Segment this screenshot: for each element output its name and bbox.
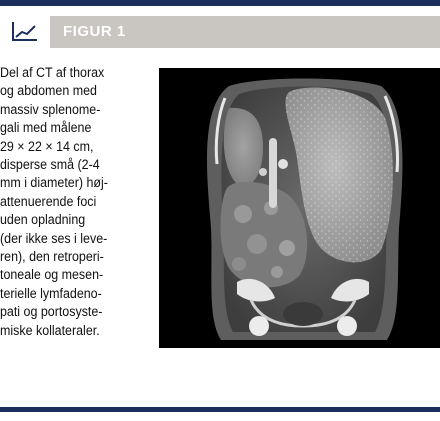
figure-label: FIGUR 1 [63,23,126,40]
figure-caption [0,64,140,340]
caption-line: pati og portosyste- [0,304,103,320]
ct-scan-drawing [159,68,440,348]
figure-icon-box [0,16,50,48]
caption-line: 29 × 22 × 14 cm, [0,138,94,154]
caption-line: uden opladning [0,212,86,228]
line-chart-icon [10,20,40,44]
caption-line: terielle lymfadeno- [0,285,102,301]
caption-line: mm i diameter) høj- [0,175,108,191]
caption-line: disperse små (2-4 [0,157,100,173]
bottom-rule [0,407,440,412]
top-rule [0,0,440,6]
caption-line: (der ikke ses i leve- [0,230,108,246]
figure-header [0,16,440,48]
ct-scan-image [159,68,440,348]
caption-line: gali med målene [0,120,92,136]
caption-line: attenuerende foci [0,193,97,209]
caption-line: toneale og mesen- [0,267,104,283]
caption-line: ren), den retroperi- [0,249,104,265]
caption-line: miske kollateraler. [0,322,100,338]
caption-line: massiv splenome- [0,101,101,117]
caption-line: og abdomen med [0,83,97,99]
caption-line: Del af CT af thorax [0,65,105,80]
